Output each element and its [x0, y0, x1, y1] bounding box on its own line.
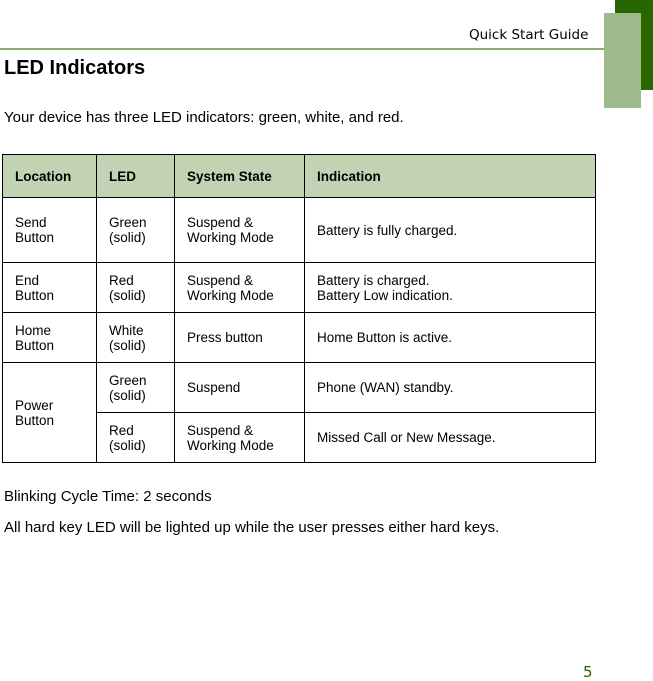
header-decoration-light [604, 13, 641, 108]
col-header: Indication [305, 155, 596, 198]
blinking-cycle-text: Blinking Cycle Time: 2 seconds [4, 488, 212, 505]
page-number: 5 [583, 663, 593, 681]
table-row [3, 263, 596, 313]
cell-state: Suspend [175, 363, 305, 413]
table-header-row [3, 155, 596, 198]
cell-state: Press button [175, 313, 305, 363]
table-row [3, 198, 596, 263]
cell-led: Red (solid) [97, 413, 175, 463]
cell-indication: Phone (WAN) standby. [305, 363, 596, 413]
col-header: Location [3, 155, 97, 198]
cell-indication: Battery is fully charged. [305, 198, 596, 263]
col-header: System State [175, 155, 305, 198]
cell-led: Green (solid) [97, 198, 175, 263]
table-row [3, 363, 596, 413]
running-header: Quick Start Guide [469, 27, 589, 43]
cell-led: Green (solid) [97, 363, 175, 413]
intro-text: Your device has three LED indicators: green, white, and red. [4, 109, 404, 126]
cell-led: White (solid) [97, 313, 175, 363]
cell-led: Red (solid) [97, 263, 175, 313]
col-header: LED [97, 155, 175, 198]
cell-state: Suspend & Working Mode [175, 198, 305, 263]
cell-location: Home Button [3, 313, 97, 363]
header-rule [0, 48, 604, 50]
cell-indication: Battery is charged. Battery Low indication. [305, 263, 596, 313]
table-row [3, 313, 596, 363]
cell-location: End Button [3, 263, 97, 313]
hard-key-note: All hard key LED will be lighted up while the user presses either hard keys. [4, 519, 500, 536]
cell-location: Send Button [3, 198, 97, 263]
section-heading: LED Indicators [4, 57, 146, 79]
cell-location: Power Button [3, 363, 97, 463]
cell-indication: Home Button is active. [305, 313, 596, 363]
cell-state: Suspend & Working Mode [175, 413, 305, 463]
cell-indication: Missed Call or New Message. [305, 413, 596, 463]
cell-state: Suspend & Working Mode [175, 263, 305, 313]
led-table [2, 154, 596, 463]
